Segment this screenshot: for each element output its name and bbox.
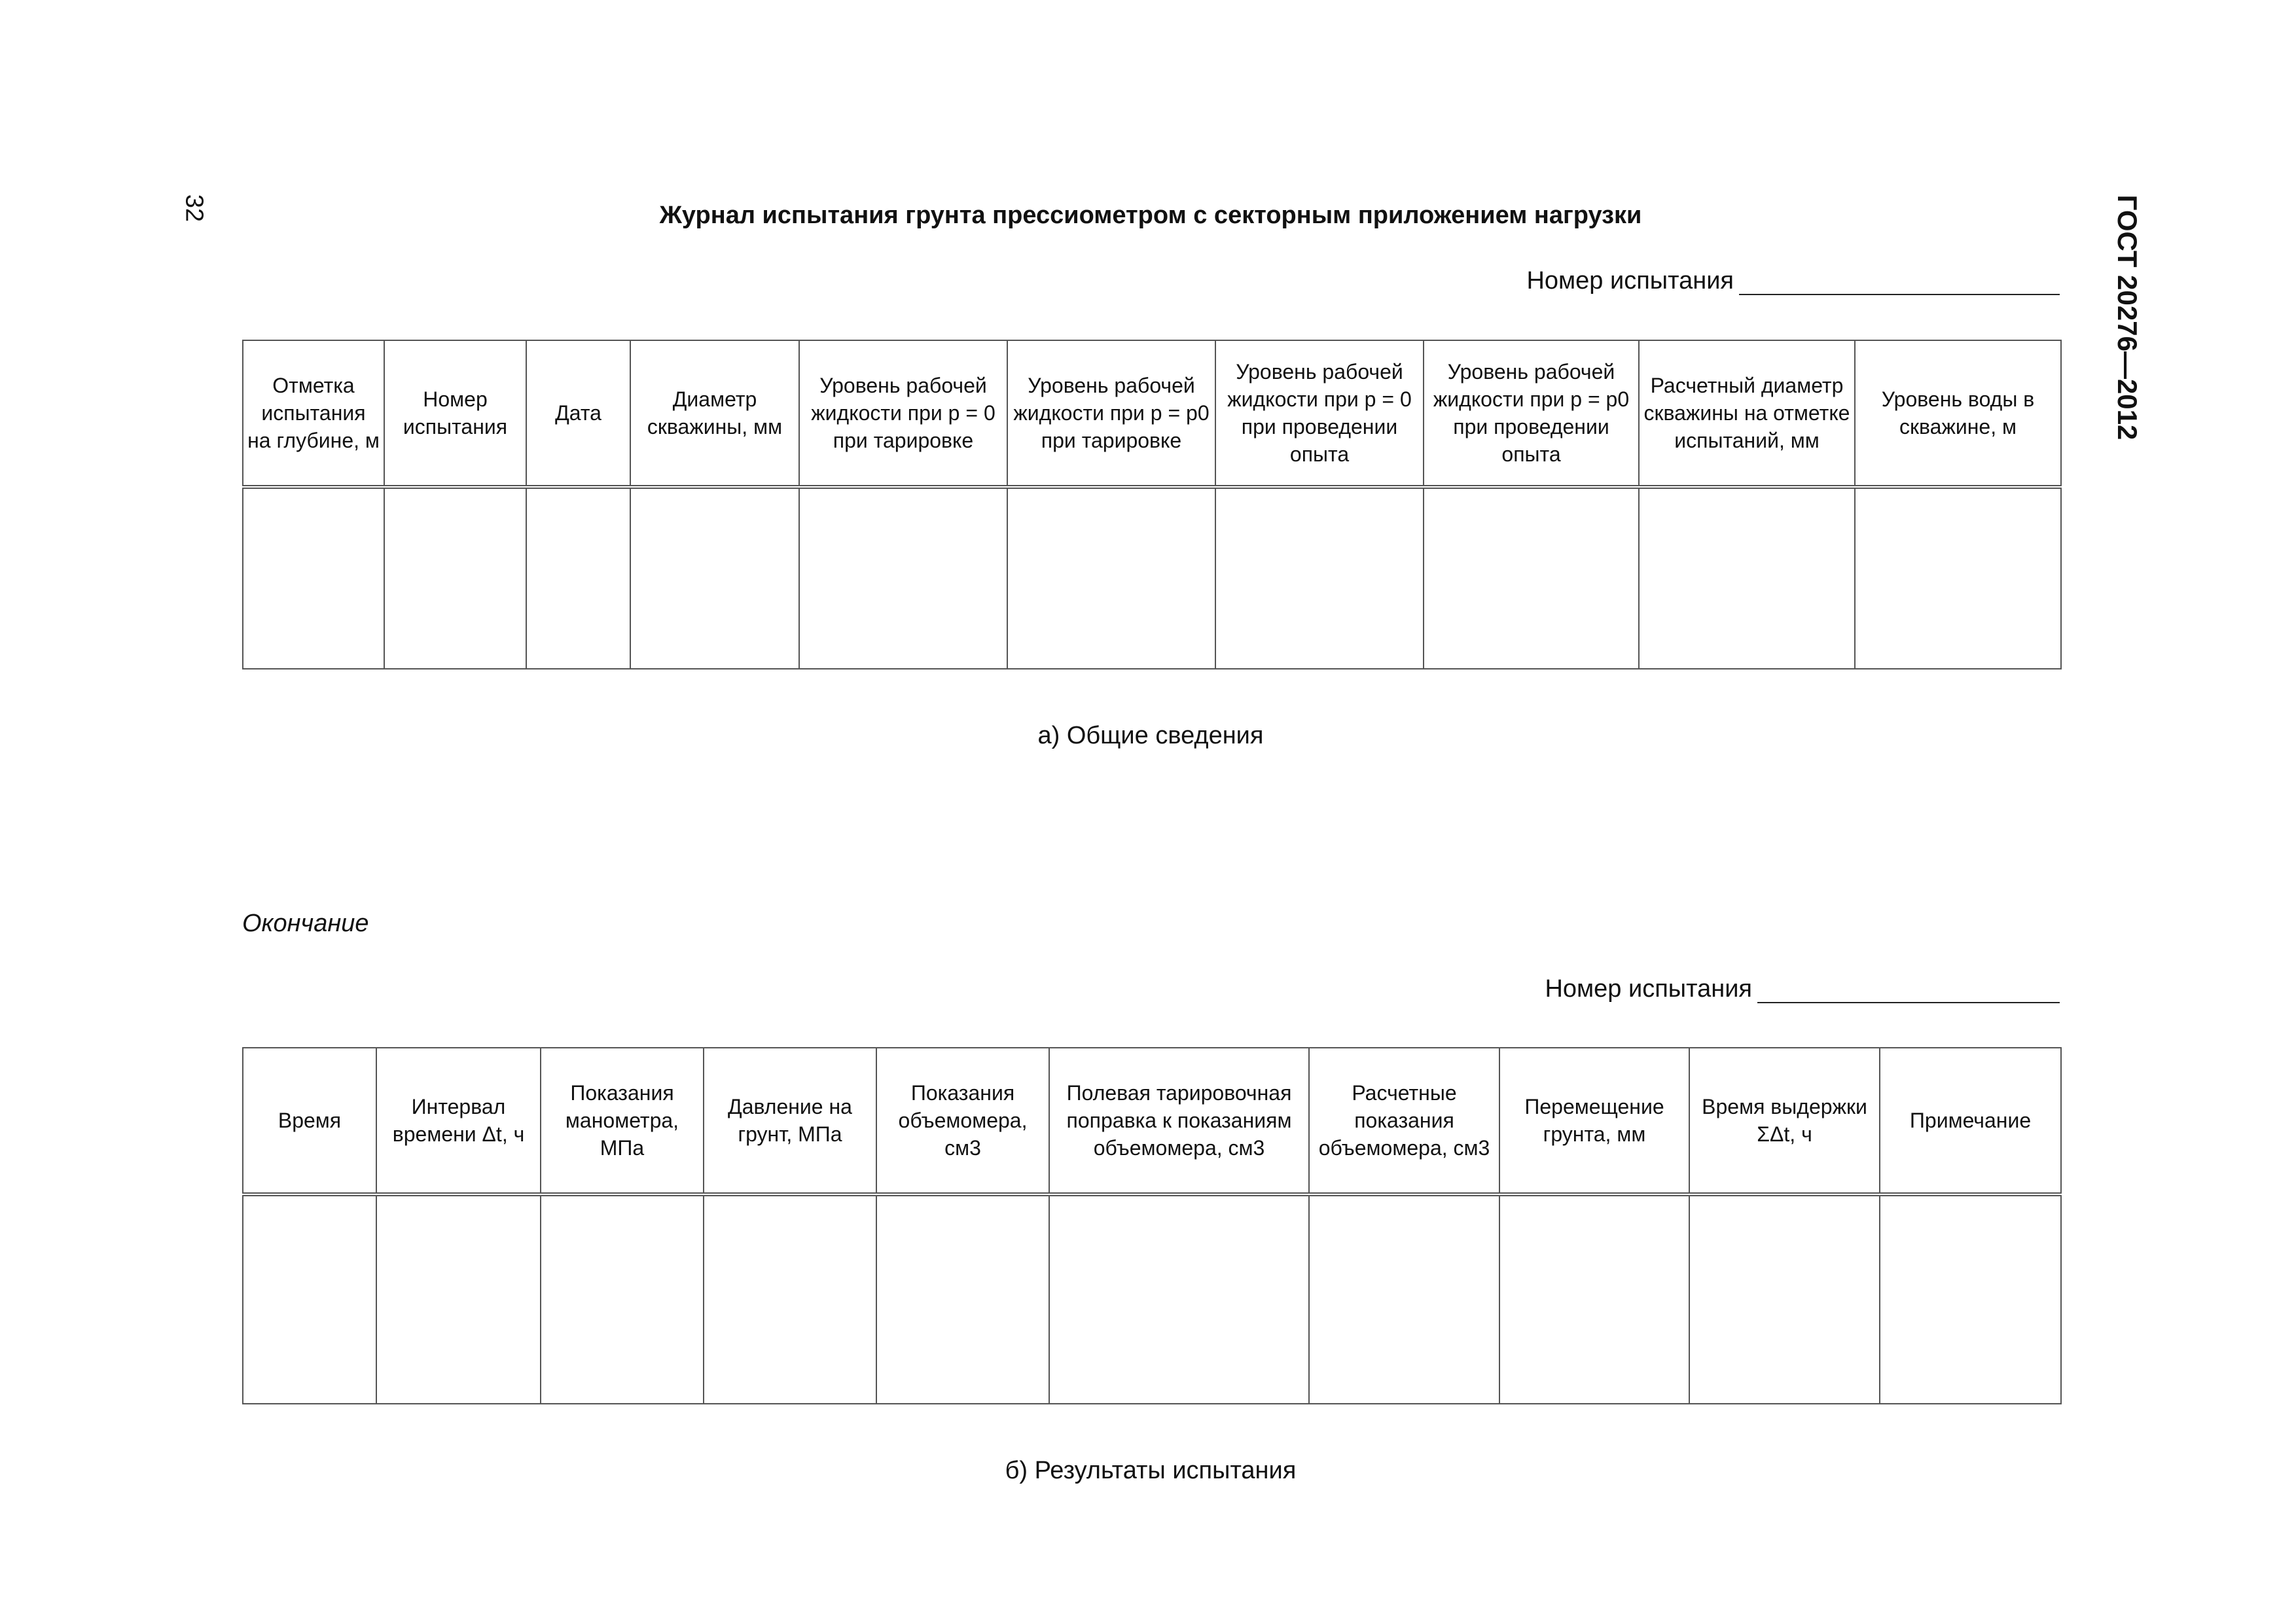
header-cell: Расчетные показания объемомера, см3 bbox=[1309, 1048, 1499, 1194]
test-number-field bbox=[1526, 267, 2060, 295]
table-cell[interactable] bbox=[541, 1194, 704, 1404]
test-number-label: Номер испытания bbox=[1545, 975, 1752, 1003]
header-cell: Время bbox=[243, 1048, 376, 1194]
header-cell: Уровень рабочей жидкости при p = 0 при проведении опыта bbox=[1215, 340, 1424, 487]
table-row bbox=[243, 1194, 2061, 1404]
table-cell[interactable] bbox=[1215, 487, 1424, 669]
table-cell[interactable] bbox=[1309, 1194, 1499, 1404]
test-number-field-2 bbox=[1545, 975, 2060, 1003]
header-cell: Уровень рабочей жидкости при p = p0 при тарировке bbox=[1007, 340, 1215, 487]
table-cell[interactable] bbox=[1007, 487, 1215, 669]
test-number-label: Номер испытания bbox=[1526, 267, 1734, 294]
header-cell: Показания манометра, МПа bbox=[541, 1048, 704, 1194]
header-cell: Показания объемомера, см3 bbox=[876, 1048, 1049, 1194]
table-row bbox=[243, 487, 2061, 669]
table-cell[interactable] bbox=[1049, 1194, 1309, 1404]
table-cell[interactable] bbox=[1424, 487, 1639, 669]
table-cell[interactable] bbox=[1639, 487, 1855, 669]
table-cell[interactable] bbox=[630, 487, 799, 669]
table-header-row bbox=[243, 340, 2061, 487]
table2-caption: б) Результаты испытания bbox=[1005, 1457, 1297, 1484]
continuation-label: Окончание bbox=[242, 910, 369, 937]
table-cell[interactable] bbox=[243, 1194, 376, 1404]
header-cell: Время выдержки ΣΔt, ч bbox=[1689, 1048, 1880, 1194]
table1-caption: а) Общие сведения bbox=[1037, 722, 1264, 749]
table-cell[interactable] bbox=[243, 487, 384, 669]
header-cell: Полевая тарировочная поправка к показаниям объемомера, см3 bbox=[1049, 1048, 1309, 1194]
table-cell[interactable] bbox=[1689, 1194, 1880, 1404]
table-header-row bbox=[243, 1048, 2061, 1194]
header-cell: Уровень воды в скважине, м bbox=[1855, 340, 2061, 487]
page-title: Журнал испытания грунта прессиометром с секторным приложением нагрузки bbox=[659, 202, 1642, 229]
standard-designation-text: ГОСТ 20276—2012 bbox=[2112, 194, 2143, 440]
header-cell: Интервал времени Δt, ч bbox=[376, 1048, 541, 1194]
header-cell: Уровень рабочей жидкости при p = 0 при тарировке bbox=[799, 340, 1007, 487]
header-cell: Диаметр скважины, мм bbox=[630, 340, 799, 487]
header-cell: Примечание bbox=[1880, 1048, 2061, 1194]
page-number-text: 32 bbox=[180, 194, 208, 223]
table-cell[interactable] bbox=[876, 1194, 1049, 1404]
test-results-table bbox=[242, 1047, 2062, 1404]
table-cell[interactable] bbox=[526, 487, 630, 669]
table-cell[interactable] bbox=[1499, 1194, 1689, 1404]
header-cell: Давление на грунт, МПа bbox=[704, 1048, 876, 1194]
table-cell[interactable] bbox=[704, 1194, 876, 1404]
header-cell: Номер испытания bbox=[384, 340, 526, 487]
header-cell: Уровень рабочей жидкости при p = p0 при проведении опыта bbox=[1424, 340, 1639, 487]
general-info-table bbox=[242, 340, 2062, 669]
test-number-blank-line bbox=[1739, 268, 2060, 295]
test-number-blank-line bbox=[1757, 976, 2060, 1003]
header-cell: Дата bbox=[526, 340, 630, 487]
header-cell: Отметка испытания на глубине, м bbox=[243, 340, 384, 487]
table-cell[interactable] bbox=[1855, 487, 2061, 669]
table-cell[interactable] bbox=[384, 487, 526, 669]
table-cell[interactable] bbox=[376, 1194, 541, 1404]
table-cell[interactable] bbox=[799, 487, 1007, 669]
header-cell: Перемещение грунта, мм bbox=[1499, 1048, 1689, 1194]
table-cell[interactable] bbox=[1880, 1194, 2061, 1404]
header-cell: Расчетный диаметр скважины на отметке испытаний, мм bbox=[1639, 340, 1855, 487]
